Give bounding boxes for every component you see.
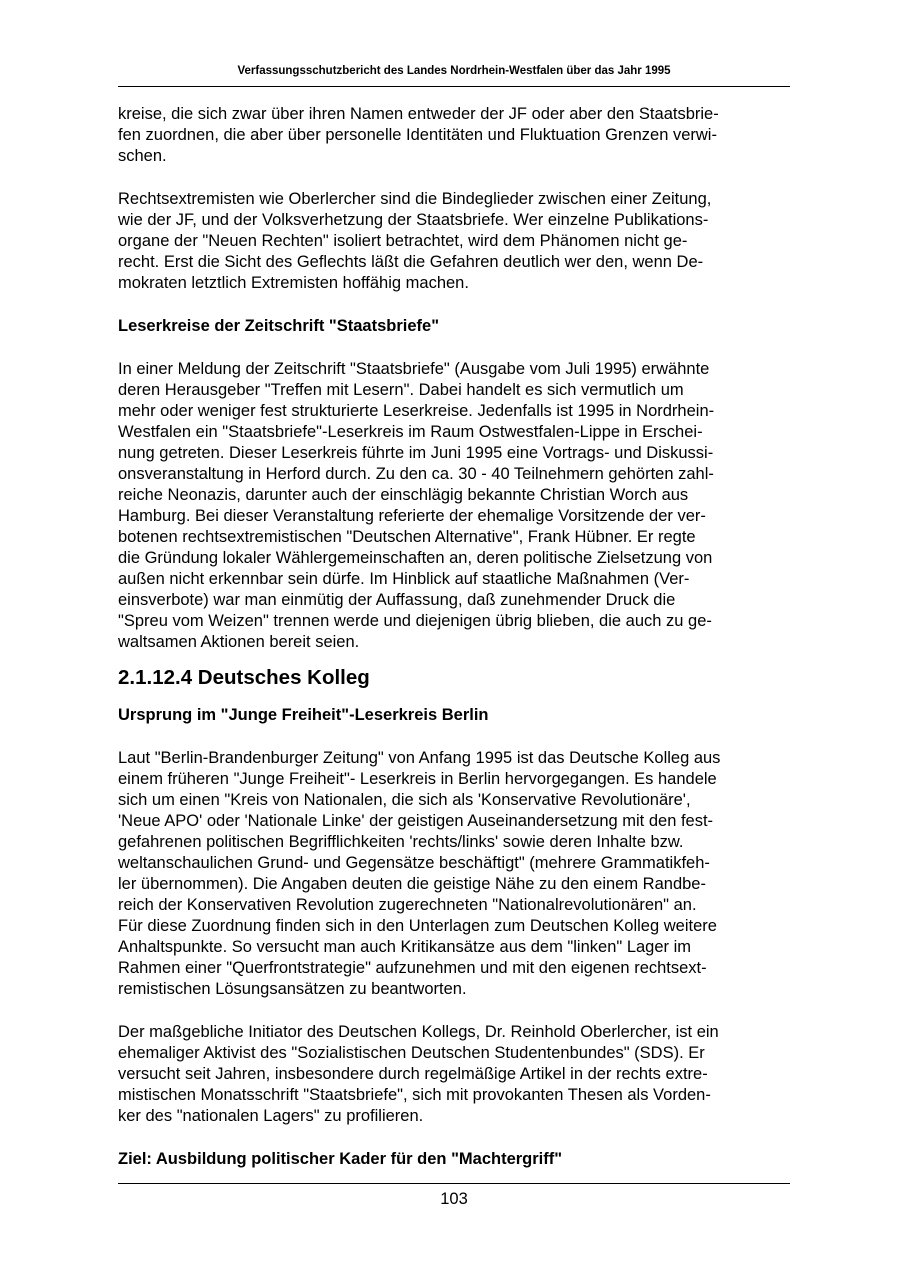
header-rule — [118, 86, 790, 87]
paragraph-ursprung: Laut "Berlin-Brandenburger Zeitung" von Anfang 1995 ist das Deutsche Kolleg aus einem früheren "Junge Freiheit"- Leserkreis in Berlin hervorgegangen. Es handele sich um einen "Kreis von Nationalen, die sich als 'Konservative Revolutionäre', 'Neue APO' oder 'Nationale Linke' der geistigen Auseinandersetzung mit den fest- gefahrenen politischen Begrifflichkeiten 'rechts/links' sowie deren Inhalte bzw. weltanschaulichen Grund- und Gegensätze beschäftigt" (mehrere Grammatikfeh- ler übernommen). Die Angaben deuten die geistige Nähe zu den einem Randbe- reich der Konservativen Revolution zugerechneten "Nationalrevolutionären" an. Für diese Zuordnung finden sich in den Unterlagen zum Deutschen Kolleg weitere Anhaltspunkte. So versucht man auch Kritikansätze aus dem "linken" Lager im Rahmen einer "Querfrontstrategie" aufzunehmen und mit den eigenen rechtsext- remistischen Lösungsansätzen zu beantworten. — [118, 749, 721, 998]
subheading-ziel: Ziel: Ausbildung politischer Kader für den "Machtergriff" — [118, 1150, 563, 1168]
page-body — [118, 104, 790, 1192]
paragraph-initiator: Der maßgebliche Initiator des Deutschen Kollegs, Dr. Reinhold Oberlercher, ist ein ehemaliger Aktivist des "Sozialistischen Deutschen Studentenbundes" (SDS). Er versucht seit Jahren, insbesondere durch regelmäßige Artikel in der rechts extre- mistischen Monatsschrift "Staatsbriefe", sich mit provokanten Thesen als Vorden- ker des "nationalen Lagers" zu profilieren. — [118, 1023, 719, 1125]
paragraph-bindeglieder: Rechtsextremisten wie Oberlercher sind die Bindeglieder zwischen einer Zeitung, wie der JF, und der Volksverhetzung der Staatsbriefe. Wer einzelne Publikations- organe der "Neuen Rechten" isoliert betrachtet, wird dem Phänomen nicht ge- recht. Erst die Sicht des Geflechts läßt die Gefahren deutlich wer den, wenn De- mokraten letztlich Extremisten hoffähig machen. — [118, 190, 712, 292]
paragraph-leserkreise: In einer Meldung der Zeitschrift "Staatsbriefe" (Ausgabe vom Juli 1995) erwähnte deren Herausgeber "Treffen mit Lesern". Dabei handelt es sich vermutlich um mehr oder weniger fest strukturierte Leserkreise. Jedenfalls ist 1995 in Nordrhein- Westfalen ein "Staatsbriefe"-Leserkreis im Raum Ostwestfalen-Lippe in Erschei- nung getreten. Dieser Leserkreis führte im Juni 1995 eine Vortrags- und Diskussi- onsveranstaltung in Herford durch. Zu den ca. 30 - 40 Teilnehmern gehörten zahl- reiche Neonazis, darunter auch der einschlägig bekannte Christian Worch aus Hamburg. Bei dieser Veranstaltung referierte der ehemalige Vorsitzende der ver- botenen rechtsextremistischen "Deutschen Alternative", Frank Hübner. Er regte die Gründung lokaler Wählergemeinschaften an, deren politische Zielsetzung von außen nicht erkennbar sein dürfe. Im Hinblick auf staatliche Maßnahmen (Ver- einsverbote) war man einmütig der Auffassung, daß zunehmender Druck die "Spreu vom Weizen" trennen werde und diejenigen übrig blieben, die auch zu ge- waltsamen Aktionen bereit seien. — [118, 360, 715, 651]
paragraph-continuation: kreise, die sich zwar über ihren Namen entweder der JF oder aber den Staatsbrie- fen zuordnen, die aber über personelle Identitäten und Fluktuation Grenzen verwi- schen. — [118, 105, 719, 165]
running-header: Verfassungsschutzbericht des Landes Nordrhein-Westfalen über das Jahr 1995 — [237, 65, 671, 77]
subheading-leserkreise: Leserkreise der Zeitschrift "Staatsbriefe" — [118, 317, 440, 335]
section-heading-deutsches-kolleg: 2.1.12.4 Deutsches Kolleg — [118, 666, 370, 689]
subheading-ursprung: Ursprung im "Junge Freiheit"-Leserkreis Berlin — [118, 706, 489, 724]
page-number: 103 — [440, 1190, 468, 1208]
footer-rule — [118, 1183, 790, 1184]
